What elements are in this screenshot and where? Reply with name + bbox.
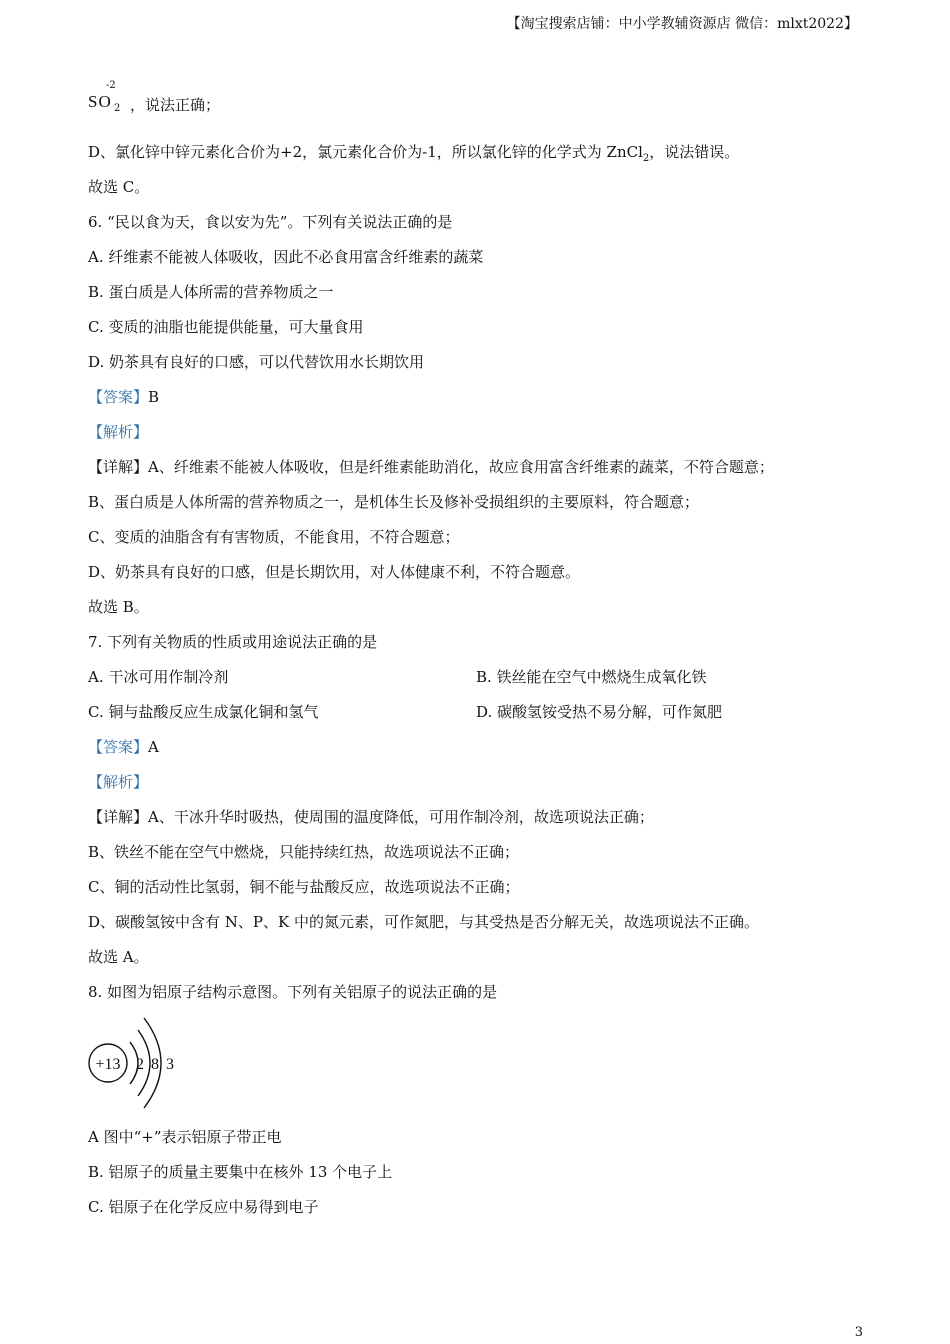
shell-electrons-2: 8 <box>151 1056 159 1073</box>
aluminum-atom-diagram <box>84 1010 184 1116</box>
answer-tag: 【答案】 <box>88 388 149 406</box>
option-d: D. 碳酸氢铵受热不易分解，可作氮肥 <box>476 703 723 721</box>
sulfite-formula <box>88 80 128 116</box>
answer-line <box>88 387 159 407</box>
detail-line: D、碳酸氢铵中含有 N、P、K 中的氮元素，可作氮肥，与其受热是否分解无关，故选项说法不正确。 <box>88 913 759 931</box>
formula-remark: ，说法正确； <box>130 96 221 114</box>
formula-symbol: SO <box>88 92 112 111</box>
option-b: B. 铝原子的质量主要集中在核外 13 个电子上 <box>88 1163 393 1181</box>
page-header: 【淘宝搜索店铺：中小学教辅资源店 微信：mlxt2022】 <box>506 16 858 32</box>
page-number: 3 <box>854 1325 863 1340</box>
detail-line: 【详解】A、纤维素不能被人体吸收，但是纤维素能助消化，故应食用富含纤维素的蔬菜，不符合题意； <box>88 458 774 476</box>
option-d: D. 奶茶具有良好的口感，可以代替饮用水长期饮用 <box>88 353 425 371</box>
detail-line: B、蛋白质是人体所需的营养物质之一，是机体生长及修补受损组织的主要原料，符合题意； <box>88 493 700 511</box>
formula-subscript: 2 <box>114 103 121 114</box>
detail-line: 【详解】A、干冰升华时吸热，使周围的温度降低，可用作制冷剂，故选项说法正确； <box>88 808 654 826</box>
formula-charge: -2 <box>106 80 116 91</box>
detail-line: C、铜的活动性比氢弱，铜不能与盐酸反应，故选项说法不正确； <box>88 878 520 896</box>
answer-value: B <box>148 388 160 406</box>
shell-electrons-1: 2 <box>136 1056 144 1073</box>
detail-line: D、奶茶具有良好的口感，但是长期饮用，对人体健康不利，不符合题意。 <box>88 563 581 581</box>
answer-value: A <box>148 738 159 756</box>
answer-tag: 【答案】 <box>88 738 149 756</box>
question-7: 7. 下列有关物质的性质或用途说法正确的是 <box>88 633 378 651</box>
analysis-tag: 【解析】 <box>88 423 149 441</box>
nucleus-charge: +13 <box>95 1056 121 1073</box>
detail-line: B、铁丝不能在空气中燃烧，只能持续红热，故选项说法不正确； <box>88 843 520 861</box>
conclusion-line: 故选 A。 <box>88 948 149 966</box>
option-a: A. 干冰可用作制冷剂 <box>88 668 229 686</box>
text-line: D、氯化锌中锌元素化合价为+2，氯元素化合价为-1，所以氯化锌的化学式为 ZnCl$_2$，说法错误。 <box>88 143 740 164</box>
detail-line: C、变质的油脂含有有害物质，不能食用，不符合题意； <box>88 528 460 546</box>
question-6: 6. “民以食为天，食以安为先”。下列有关说法正确的是 <box>88 213 453 231</box>
shell-electrons-3: 3 <box>166 1056 174 1073</box>
text-line: 故选 C。 <box>88 178 150 196</box>
option-b: B. 蛋白质是人体所需的营养物质之一 <box>88 283 334 301</box>
option-a: A 图中“+”表示铝原子带正电 <box>88 1128 282 1146</box>
conclusion-line: 故选 B。 <box>88 598 149 616</box>
answer-line <box>88 737 159 757</box>
option-b: B. 铁丝能在空气中燃烧生成氧化铁 <box>476 668 707 686</box>
option-c: C. 变质的油脂也能提供能量，可大量食用 <box>88 318 364 336</box>
option-a: A. 纤维素不能被人体吸收，因此不必食用富含纤维素的蔬菜 <box>88 248 484 266</box>
option-c: C. 铜与盐酸反应生成氯化铜和氢气 <box>88 703 319 721</box>
analysis-tag: 【解析】 <box>88 773 149 791</box>
option-c: C. 铝原子在化学反应中易得到电子 <box>88 1198 319 1216</box>
question-8: 8. 如图为铝原子结构示意图。下列有关铝原子的说法正确的是 <box>88 983 498 1001</box>
